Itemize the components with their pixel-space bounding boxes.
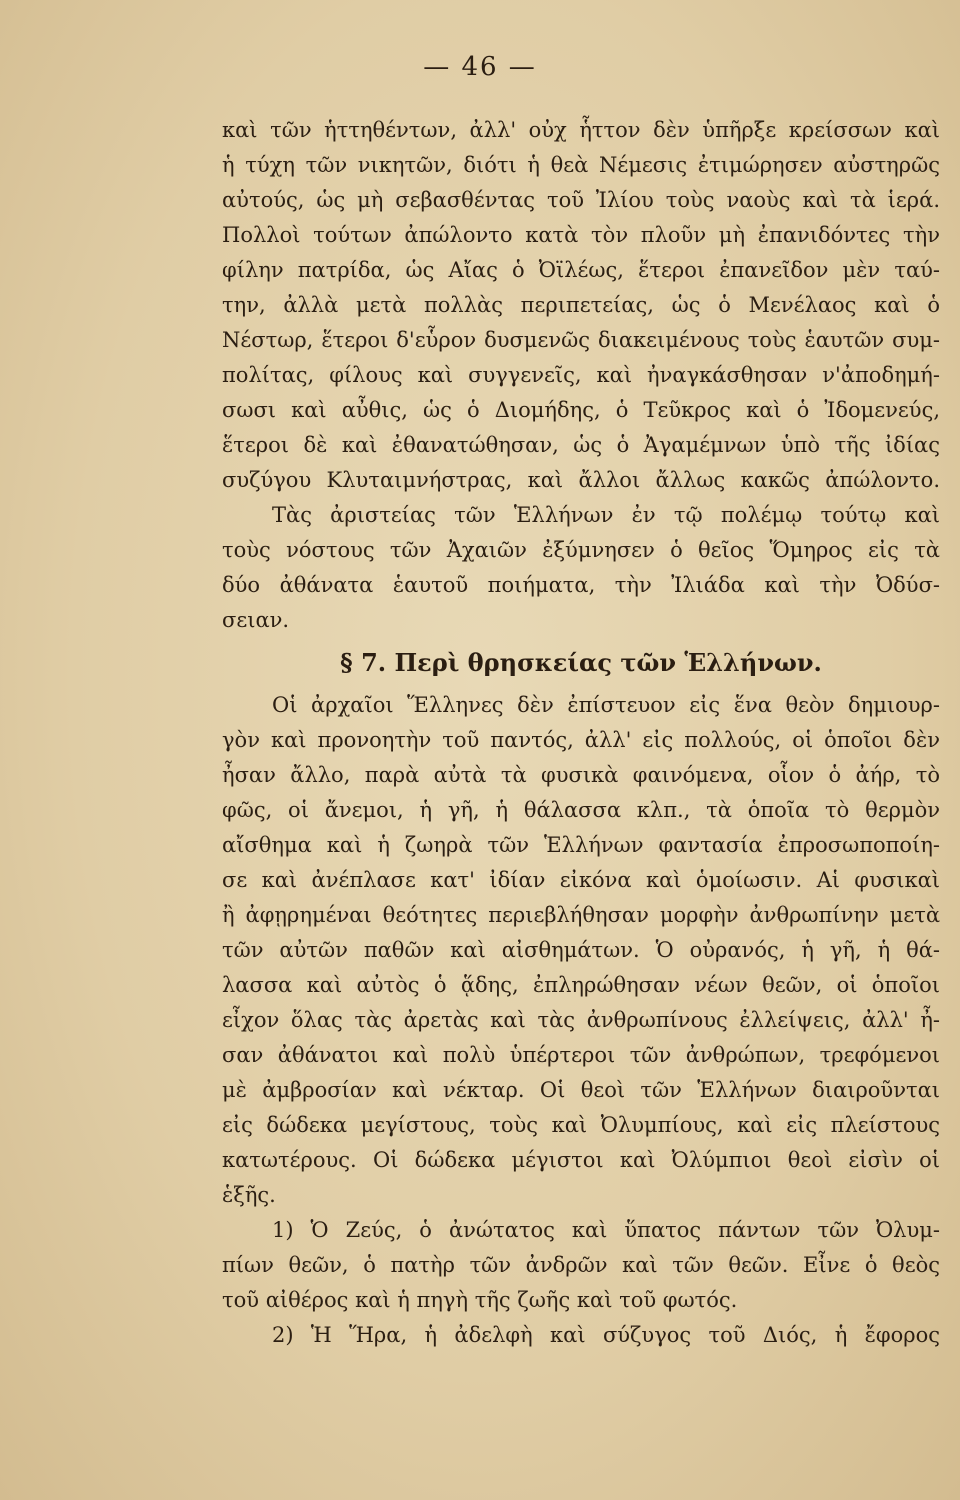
- text-line: συζύγου Κλυταιμνήστρας, καὶ ἄλλοι ἄλλως κακῶς ἀπώλοντο.: [222, 468, 940, 492]
- text-line: δύο ἀθάνατα ἑαυτοῦ ποιήματα, τὴν Ἰλιάδα καὶ τὴν Ὀδύσ-: [222, 573, 940, 597]
- text-line: Νέστωρ, ἕτεροι δ'εὗρον δυσμενῶς διακειμένους τοὺς ἑαυτῶν συμ-: [222, 328, 940, 352]
- text-line: φίλην πατρίδα, ὡς Αἴας ὁ Ὀϊλέως, ἕτεροι ἐπανεῖδον μὲν ταύ-: [222, 258, 940, 282]
- text-line: εἶχον ὅλας τὰς ἀρετὰς καὶ τὰς ἀνθρωπίνους ἐλλείψεις, ἀλλ' ἦ-: [222, 1008, 940, 1032]
- section-heading: § 7. Περὶ θρησκείας τῶν Ἑλλήνων.: [340, 648, 822, 677]
- text-line: τοῦ αἰθέρος καὶ ἡ πηγὴ τῆς ζωῆς καὶ τοῦ φωτός.: [222, 1288, 738, 1312]
- text-line: φῶς, οἱ ἄνεμοι, ἡ γῆ, ἡ θάλασσα κλπ., τὰ ὁποῖα τὸ θερμὸν: [222, 798, 940, 822]
- text-line: εἰς δώδεκα μεγίστους, τοὺς καὶ Ὀλυμπίους, καὶ εἰς πλείστους: [222, 1113, 940, 1137]
- text-line: σε καὶ ἀνέπλασε κατ' ἰδίαν εἰκόνα καὶ ὁμοίωσιν. Αἱ φυσικαὶ: [222, 868, 940, 892]
- text-line: καὶ τῶν ἡττηθέντων, ἀλλ' οὐχ ἧττον δὲν ὑπῆρξε κρείσσων καὶ: [222, 118, 940, 142]
- text-line: ἡ τύχη τῶν νικητῶν, διότι ἡ θεὰ Νέμεσις ἐτιμώρησεν αὐστηρῶς: [222, 153, 940, 177]
- paragraph-religion: [222, 688, 940, 1213]
- text-line: ἑξῆς.: [222, 1183, 276, 1207]
- text-line: πολίτας, φίλους καὶ συγγενεῖς, καὶ ἠναγκάσθησαν ν'ἀποδημή-: [222, 363, 940, 387]
- text-line: μὲ ἀμβροσίαν καὶ νέκταρ. Οἱ θεοὶ τῶν Ἑλλήνων διαιροῦνται: [222, 1078, 940, 1102]
- text-body: [222, 113, 940, 1353]
- list-item-zeus: [222, 1213, 940, 1318]
- paragraph-homer: [222, 498, 940, 638]
- text-line: πίων θεῶν, ὁ πατὴρ τῶν ἀνδρῶν καὶ τῶν θεῶν. Εἶνε ὁ θεὸς: [222, 1253, 940, 1277]
- text-line: Οἱ ἀρχαῖοι Ἕλληνες δὲν ἐπίστευον εἰς ἕνα θεὸν δημιουρ-: [272, 693, 940, 717]
- text-line: ἕτεροι δὲ καὶ ἐθανατώθησαν, ὡς ὁ Ἀγαμέμνων ὑπὸ τῆς ἰδίας: [222, 433, 940, 457]
- paragraph-trojan-return: [222, 113, 940, 498]
- text-line: την, ἀλλὰ μετὰ πολλὰς περιπετείας, ὡς ὁ Μενέλαος καὶ ὁ: [222, 293, 940, 317]
- list-item-hera: [222, 1318, 940, 1353]
- text-line: τοὺς νόστους τῶν Ἀχαιῶν ἐξύμνησεν ὁ θεῖος Ὅμηρος εἰς τὰ: [222, 538, 940, 562]
- text-line: αὐτούς, ὡς μὴ σεβασθέντας τοῦ Ἰλίου τοὺς ναοὺς καὶ τὰ ἱερά.: [222, 188, 940, 212]
- text-line: σωσι καὶ αὖθις, ὡς ὁ Διομήδης, ὁ Τεῦκρος καὶ ὁ Ἰδομενεύς,: [222, 398, 940, 422]
- text-line: τῶν αὐτῶν παθῶν καὶ αἰσθημάτων. Ὁ οὐρανός, ἡ γῆ, ἡ θά-: [222, 938, 940, 962]
- text-line: αἴσθημα καὶ ἡ ζωηρὰ τῶν Ἑλλήνων φαντασία ἐπροσωποποίη-: [222, 833, 940, 857]
- text-line: Πολλοὶ τούτων ἀπώλοντο κατὰ τὸν πλοῦν μὴ ἐπανιδόντες τὴν: [222, 223, 940, 247]
- text-line: λασσα καὶ αὐτὸς ὁ ᾅδης, ἐπληρώθησαν νέων θεῶν, οἱ ὁποῖοι: [222, 973, 940, 997]
- text-line: ἢ ἀφῃρημέναι θεότητες περιεβλήθησαν μορφὴν ἀνθρωπίνην μετὰ: [222, 903, 940, 927]
- text-line: 1) Ὁ Ζεύς, ὁ ἀνώτατος καὶ ὕπατος πάντων τῶν Ὀλυμ-: [272, 1218, 940, 1242]
- text-line: σειαν.: [222, 608, 290, 632]
- text-line: ἦσαν ἄλλο, παρὰ αὐτὰ τὰ φυσικὰ φαινόμενα, οἷον ὁ ἀήρ, τὸ: [222, 763, 940, 787]
- text-line: 2) Ἡ Ἥρα, ἡ ἀδελφὴ καὶ σύζυγος τοῦ Διός, ἡ ἔφορος: [272, 1323, 940, 1347]
- page-number: — 46 —: [423, 52, 537, 82]
- text-line: Τὰς ἀριστείας τῶν Ἑλλήνων ἐν τῷ πολέμῳ τούτῳ καὶ: [272, 503, 940, 527]
- text-line: κατωτέρους. Οἱ δώδεκα μέγιστοι καὶ Ὀλύμπιοι θεοὶ εἰσὶν οἱ: [222, 1148, 940, 1172]
- text-line: σαν ἀθάνατοι καὶ πολὺ ὑπέρτεροι τῶν ἀνθρώπων, τρεφόμενοι: [222, 1043, 940, 1067]
- text-line: γὸν καὶ προνοητὴν τοῦ παντός, ἀλλ' εἰς πολλούς, οἱ ὁποῖοι δὲν: [222, 728, 940, 752]
